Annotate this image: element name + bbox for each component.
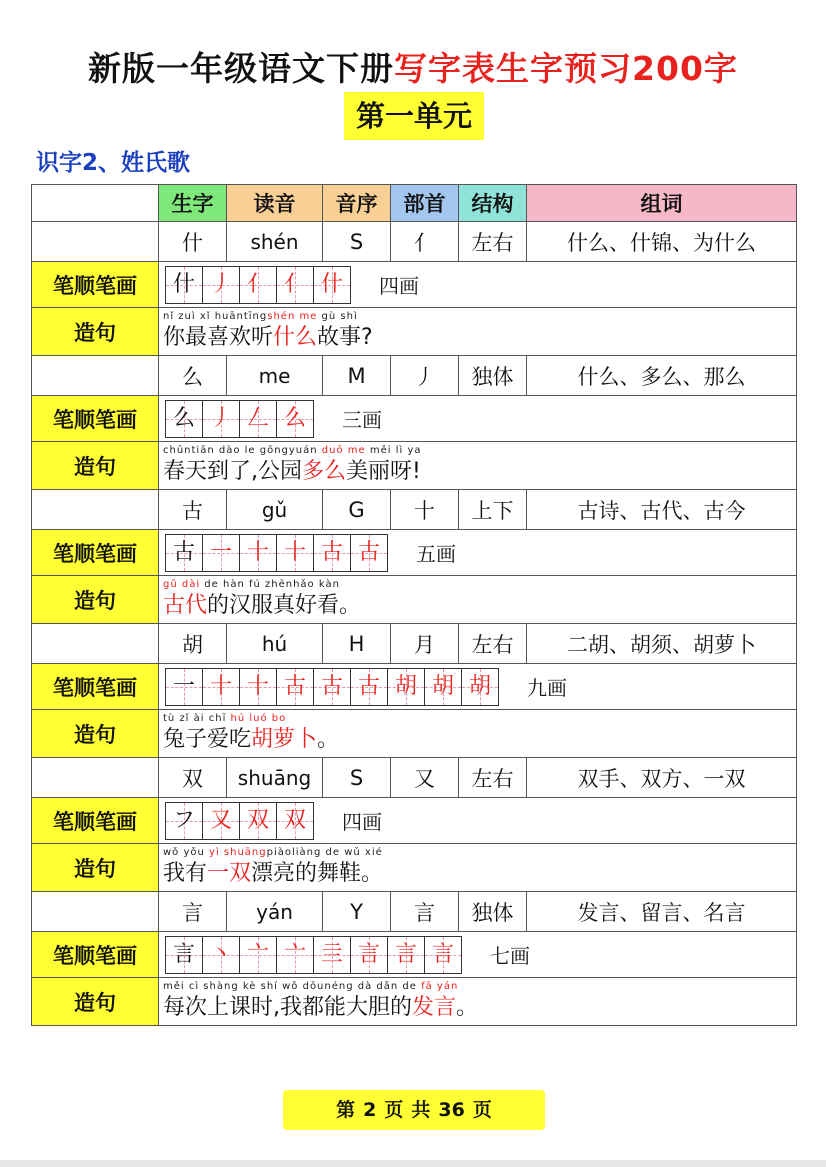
header-blank — [32, 185, 159, 222]
char-info-row — [32, 758, 797, 798]
stroke-boxes — [165, 400, 314, 438]
stroke-box — [314, 937, 351, 973]
stroke-row — [32, 396, 797, 442]
stroke-count: 三画 — [342, 408, 382, 432]
pinyin-segment: chūntiān dào le gōngyuán — [163, 444, 322, 456]
order-cell: G — [323, 490, 391, 530]
pinyin-segment: shén me — [267, 310, 318, 322]
stroke-box — [462, 669, 498, 705]
stroke-glyph: 丿 — [209, 271, 232, 297]
radical-cell: 月 — [391, 624, 459, 664]
blank-cell — [32, 892, 159, 932]
stroke-cell — [159, 664, 797, 710]
unit-badge: 第一单元 — [344, 92, 484, 140]
stroke-box — [166, 803, 203, 839]
pinyin-segment: wǒ yǒu — [163, 846, 210, 858]
sentence-segment: 。 — [456, 994, 479, 1020]
current-page: 2 — [363, 1099, 377, 1121]
sentence-segment: 发言 — [412, 994, 457, 1020]
stroke-glyph: 什 — [172, 271, 195, 297]
blank-cell — [32, 624, 159, 664]
pinyin-segment: tù zǐ ài chī — [163, 712, 231, 724]
sentence-text — [159, 993, 796, 1023]
structure-cell: 左右 — [459, 758, 527, 798]
stroke-boxes — [165, 936, 462, 974]
sentence-text — [159, 591, 796, 621]
stroke-box — [351, 937, 388, 973]
sentence-cell — [159, 576, 797, 624]
sentence-label: 造句 — [32, 442, 159, 490]
sentence-pinyin — [159, 445, 796, 457]
stroke-box — [314, 267, 350, 303]
stroke-box — [240, 535, 277, 571]
stroke-cell — [159, 262, 797, 308]
stroke-box — [314, 669, 351, 705]
stroke-box — [203, 803, 240, 839]
stroke-box — [277, 803, 313, 839]
char-cell: 什 — [159, 222, 227, 262]
stroke-box — [351, 669, 388, 705]
stroke-glyph: フ — [172, 807, 195, 833]
stroke-box — [166, 535, 203, 571]
char-cell: 言 — [159, 892, 227, 932]
stroke-box — [277, 535, 314, 571]
pinyin-segment: de hàn fú zhēnhǎo kàn — [200, 578, 340, 590]
footer-text: 页 — [472, 1099, 492, 1121]
sentence-text — [159, 457, 796, 487]
stroke-box — [425, 937, 461, 973]
stroke-glyph: 丿 — [209, 405, 232, 431]
order-cell: Y — [323, 892, 391, 932]
stroke-box — [166, 267, 203, 303]
total-pages: 36 — [438, 1099, 465, 1121]
stroke-cell — [159, 396, 797, 442]
words-cell: 双手、双方、一双 — [527, 758, 797, 798]
stroke-row — [32, 798, 797, 844]
header-col: 组词 — [527, 185, 797, 222]
order-cell: S — [323, 222, 391, 262]
header-col: 读音 — [227, 185, 323, 222]
stroke-count: 九画 — [527, 676, 567, 700]
pinyin-cell: me — [227, 356, 323, 396]
pinyin-segment: duō me — [321, 444, 366, 456]
char-info-row — [32, 892, 797, 932]
stroke-count: 七画 — [490, 944, 530, 968]
stroke-glyph: 丶 — [209, 941, 232, 967]
page-title — [0, 44, 826, 94]
header-col: 结构 — [459, 185, 527, 222]
stroke-box — [277, 669, 314, 705]
stroke-box — [240, 669, 277, 705]
sentence-row — [32, 308, 797, 356]
pinyin-cell: shén — [227, 222, 323, 262]
stroke-box — [314, 535, 351, 571]
stroke-box — [351, 535, 387, 571]
bottom-divider — [0, 1160, 826, 1167]
sentence-segment: 一双 — [207, 860, 252, 886]
stroke-count: 五画 — [416, 542, 456, 566]
sentence-label: 造句 — [32, 576, 159, 624]
blank-cell — [32, 222, 159, 262]
stroke-boxes — [165, 668, 499, 706]
words-cell: 什么、什锦、为什么 — [527, 222, 797, 262]
stroke-glyph: 什 — [320, 271, 343, 297]
pinyin-cell: gǔ — [227, 490, 323, 530]
radical-cell: 十 — [391, 490, 459, 530]
sentence-segment: 你最喜欢听 — [163, 324, 274, 350]
stroke-cell — [159, 932, 797, 978]
stroke-box — [203, 535, 240, 571]
stroke-glyph: 胡 — [468, 673, 491, 699]
blank-cell — [32, 758, 159, 798]
sentence-row — [32, 442, 797, 490]
stroke-glyph: 亻 — [283, 271, 306, 297]
header-col: 音序 — [323, 185, 391, 222]
stroke-glyph: 胡 — [431, 673, 454, 699]
pinyin-cell: hú — [227, 624, 323, 664]
pinyin-cell: yán — [227, 892, 323, 932]
stroke-glyph: 言 — [172, 941, 195, 967]
char-cell: 么 — [159, 356, 227, 396]
stroke-glyph: 双 — [246, 807, 269, 833]
stroke-label: 笔顺笔画 — [32, 262, 159, 308]
footer-text: 页 — [384, 1099, 404, 1121]
stroke-boxes — [165, 534, 388, 572]
sentence-segment: 古代 — [163, 592, 208, 618]
sentence-text — [159, 323, 796, 353]
order-cell: H — [323, 624, 391, 664]
stroke-glyph: 古 — [357, 539, 380, 565]
stroke-glyph: 古 — [283, 673, 306, 699]
order-cell: M — [323, 356, 391, 396]
sentence-segment: 每次上课时,我都能大胆的 — [163, 994, 412, 1020]
stroke-label: 笔顺笔画 — [32, 530, 159, 576]
stroke-glyph: 么 — [283, 405, 306, 431]
stroke-glyph: 么 — [172, 405, 195, 431]
title-red: 写字表生字预习200字 — [394, 49, 738, 88]
lesson-title: 识字2、姓氏歌 — [36, 150, 191, 176]
structure-cell: 上下 — [459, 490, 527, 530]
stroke-glyph: 古 — [172, 539, 195, 565]
sentence-pinyin — [159, 713, 796, 725]
stroke-glyph: 言 — [431, 941, 454, 967]
stroke-glyph: 言 — [394, 941, 417, 967]
stroke-boxes — [165, 266, 351, 304]
stroke-box — [240, 803, 277, 839]
table-header — [32, 185, 797, 222]
char-cell: 古 — [159, 490, 227, 530]
stroke-row — [32, 262, 797, 308]
stroke-row — [32, 932, 797, 978]
stroke-label: 笔顺笔画 — [32, 932, 159, 978]
sentence-pinyin — [159, 847, 796, 859]
pinyin-segment: měi lì ya — [365, 444, 422, 456]
stroke-box — [166, 669, 203, 705]
stroke-box — [203, 401, 240, 437]
char-table — [31, 184, 797, 1026]
sentence-label: 造句 — [32, 844, 159, 892]
sentence-cell — [159, 844, 797, 892]
sentence-segment: 胡萝卜 — [251, 726, 318, 752]
sentence-label: 造句 — [32, 308, 159, 356]
char-info-row — [32, 624, 797, 664]
sentence-pinyin — [159, 981, 796, 993]
stroke-box — [166, 937, 203, 973]
char-info-row — [32, 490, 797, 530]
radical-cell: 丿 — [391, 356, 459, 396]
stroke-box — [277, 937, 314, 973]
stroke-glyph: 亖 — [320, 941, 343, 967]
sentence-row — [32, 576, 797, 624]
sentence-row — [32, 978, 797, 1026]
stroke-glyph: 古 — [320, 539, 343, 565]
pinyin-segment: yì shuāng — [209, 846, 267, 858]
footer-text: 第 — [336, 1099, 356, 1121]
stroke-box — [388, 937, 425, 973]
page-counter — [283, 1090, 545, 1130]
stroke-row — [32, 530, 797, 576]
stroke-glyph: 十 — [283, 539, 306, 565]
stroke-row — [32, 664, 797, 710]
pinyin-cell: shuāng — [227, 758, 323, 798]
sentence-segment: 的汉服真好看。 — [207, 592, 362, 618]
header-col: 生字 — [159, 185, 227, 222]
stroke-glyph: 言 — [357, 941, 380, 967]
stroke-cell — [159, 798, 797, 844]
char-cell: 双 — [159, 758, 227, 798]
stroke-glyph: 双 — [283, 807, 306, 833]
sentence-cell — [159, 978, 797, 1026]
stroke-glyph: 十 — [209, 673, 232, 699]
blank-cell — [32, 356, 159, 396]
stroke-label: 笔顺笔画 — [32, 798, 159, 844]
stroke-label: 笔顺笔画 — [32, 396, 159, 442]
stroke-box — [388, 669, 425, 705]
char-info-row — [32, 356, 797, 396]
stroke-count: 四画 — [342, 810, 382, 834]
sentence-pinyin — [159, 311, 796, 323]
sentence-text — [159, 859, 796, 889]
stroke-box — [425, 669, 462, 705]
sentence-label: 造句 — [32, 978, 159, 1026]
radical-cell: 又 — [391, 758, 459, 798]
structure-cell: 左右 — [459, 624, 527, 664]
footer-text: 共 — [411, 1099, 431, 1121]
words-cell: 二胡、胡须、胡萝卜 — [527, 624, 797, 664]
structure-cell: 左右 — [459, 222, 527, 262]
structure-cell: 独体 — [459, 892, 527, 932]
stroke-box — [240, 937, 277, 973]
sentence-segment: 。 — [317, 726, 340, 752]
stroke-glyph: 亠 — [283, 941, 306, 967]
sentence-segment: 故事? — [317, 324, 373, 350]
stroke-glyph: 𠃋 — [246, 405, 269, 431]
char-info-row — [32, 222, 797, 262]
stroke-glyph: 又 — [209, 807, 232, 833]
pinyin-segment: gù shì — [317, 310, 358, 322]
stroke-cell — [159, 530, 797, 576]
pinyin-segment: fā yán — [421, 980, 459, 992]
words-cell: 古诗、古代、古今 — [527, 490, 797, 530]
stroke-box — [240, 267, 277, 303]
sentence-segment: 什么 — [273, 324, 318, 350]
radical-cell: 言 — [391, 892, 459, 932]
stroke-box — [203, 937, 240, 973]
pinyin-segment: gǔ dài — [163, 578, 201, 590]
sentence-segment: 我有 — [163, 860, 208, 886]
stroke-box — [166, 401, 203, 437]
sentence-cell — [159, 308, 797, 356]
sentence-row — [32, 710, 797, 758]
sentence-label: 造句 — [32, 710, 159, 758]
stroke-count: 四画 — [379, 274, 419, 298]
sentence-segment: 兔子爱吃 — [163, 726, 252, 752]
stroke-glyph: 亻 — [246, 271, 269, 297]
sentence-cell — [159, 710, 797, 758]
sentence-segment: 多么 — [302, 458, 347, 484]
stroke-box — [240, 401, 277, 437]
sentence-segment: 春天到了,公园 — [163, 458, 302, 484]
pinyin-segment: nǐ zuì xǐ huāntīng — [163, 310, 268, 322]
stroke-glyph: 古 — [320, 673, 343, 699]
structure-cell: 独体 — [459, 356, 527, 396]
stroke-glyph: 十 — [246, 539, 269, 565]
words-cell: 什么、多么、那么 — [527, 356, 797, 396]
stroke-glyph: 一 — [172, 673, 195, 699]
words-cell: 发言、留言、名言 — [527, 892, 797, 932]
pinyin-segment: piàoliàng de wǔ xié — [266, 846, 383, 858]
radical-cell: 亻 — [391, 222, 459, 262]
pinyin-segment: měi cì shàng kè shí wǒ dōunéng dà dǎn de — [163, 980, 422, 992]
stroke-glyph: 胡 — [394, 673, 417, 699]
blank-cell — [32, 490, 159, 530]
char-cell: 胡 — [159, 624, 227, 664]
order-cell: S — [323, 758, 391, 798]
sentence-text — [159, 725, 796, 755]
stroke-box — [203, 669, 240, 705]
stroke-glyph: 一 — [209, 539, 232, 565]
stroke-glyph: 十 — [246, 673, 269, 699]
pinyin-segment: hú luó bo — [230, 712, 287, 724]
sentence-segment: 漂亮的舞鞋。 — [251, 860, 384, 886]
stroke-label: 笔顺笔画 — [32, 664, 159, 710]
stroke-glyph: 亠 — [246, 941, 269, 967]
stroke-box — [203, 267, 240, 303]
sentence-cell — [159, 442, 797, 490]
sentence-segment: 美丽呀! — [346, 458, 421, 484]
sentence-pinyin — [159, 579, 796, 591]
stroke-boxes — [165, 802, 314, 840]
stroke-box — [277, 401, 313, 437]
sentence-row — [32, 844, 797, 892]
title-black: 新版一年级语文下册 — [88, 49, 395, 88]
stroke-box — [277, 267, 314, 303]
stroke-glyph: 古 — [357, 673, 380, 699]
header-col: 部首 — [391, 185, 459, 222]
